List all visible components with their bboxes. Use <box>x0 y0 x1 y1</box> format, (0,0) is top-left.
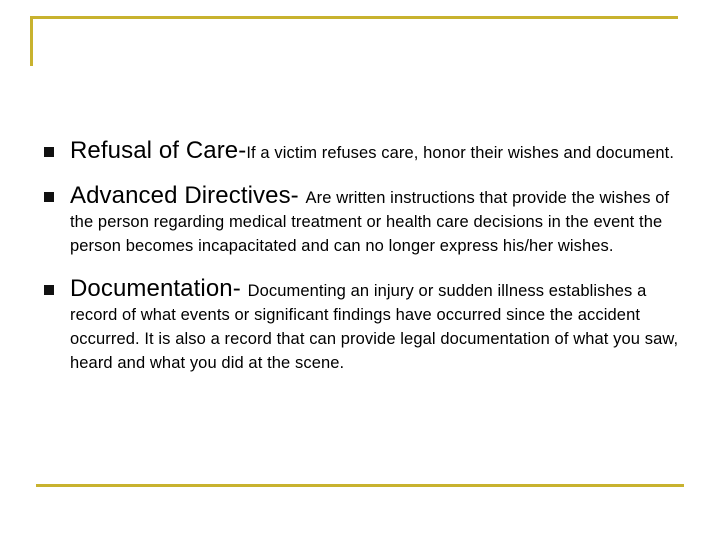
bullet-heading: Refusal of Care- <box>70 137 247 164</box>
bullet-body: Documenting an injury or sudden illness establishes a record of what events or significant findings have occurred since the accident occurred. It is also a record that can provide legal documentation of what you saw, heard and what you did at the scene. <box>70 282 679 372</box>
bullet-paragraph <box>70 182 684 258</box>
bullet-heading: Advanced Directives- <box>70 182 306 209</box>
square-bullet-icon <box>44 147 54 157</box>
frame-left-rule <box>30 16 33 66</box>
frame-bottom-rule <box>36 484 684 487</box>
bullet-item-advanced-directives <box>44 182 684 258</box>
bullet-item-documentation <box>44 275 684 375</box>
square-bullet-icon <box>44 192 54 202</box>
square-bullet-icon <box>44 285 54 295</box>
frame-top-rule <box>30 16 678 19</box>
bullet-item-refusal-of-care <box>44 137 684 165</box>
bullet-paragraph <box>70 275 684 375</box>
bullet-paragraph <box>70 137 684 165</box>
bullet-body: If a victim refuses care, honor their wishes and document. <box>246 144 675 162</box>
bullet-heading: Documentation- <box>70 275 248 302</box>
bullet-body: Are written instructions that provide the wishes of the person regarding medical treatment or health care decisions in the event the person becomes incapacitated and can no longer express his/her wishes. <box>70 189 670 255</box>
bullet-list <box>44 137 684 392</box>
